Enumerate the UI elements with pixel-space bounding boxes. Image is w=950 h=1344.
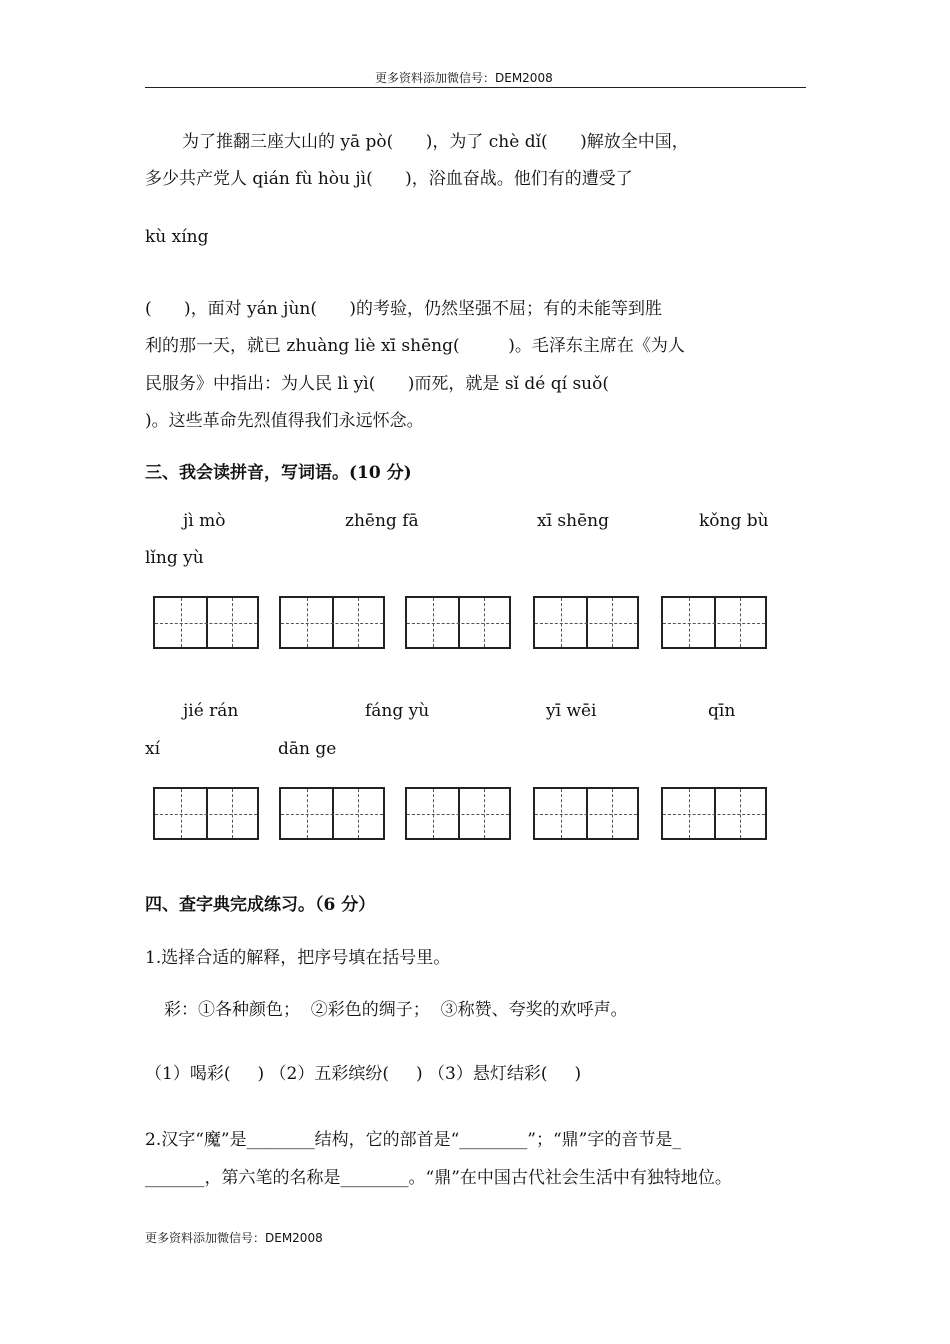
header-divider <box>145 87 806 88</box>
writing-box[interactable] <box>405 596 511 649</box>
pinyin-label: xí <box>145 739 161 759</box>
question-2-line-2: _______，第六笔的名称是________。“鼎”在中国古代社会生活中有独特地位。 <box>145 1168 732 1188</box>
passage-line: ( )，面对 yán jùn( )的考验，仍然坚强不屈；有的未能等到胜 <box>145 299 663 319</box>
passage-line: 为了推翻三座大山的 yā pò( )，为了 chè dǐ( )解放全中国， <box>182 132 689 152</box>
pinyin-label: fáng yù <box>365 701 430 721</box>
pinyin-label: kǒng bù <box>699 511 769 531</box>
writing-box[interactable] <box>279 787 385 840</box>
passage-line: 民服务》中指出：为人民 lì yì( )而死，就是 sǐ dé qí suǒ( <box>145 374 609 394</box>
writing-box[interactable] <box>279 596 385 649</box>
passage-line: 利的那一天，就已 zhuàng liè xī shēng( )。毛泽东主席在《为人 <box>145 336 685 356</box>
writing-box[interactable] <box>153 596 259 649</box>
pinyin-label: zhēng fā <box>345 511 419 531</box>
meanings-line: 彩：①各种颜色； ②彩色的绸子； ③称赞、夸奖的欢呼声。 <box>164 1000 628 1020</box>
writing-box[interactable] <box>533 787 639 840</box>
writing-box[interactable] <box>661 787 767 840</box>
question-1: 1.选择合适的解释，把序号填在括号里。 <box>145 948 451 968</box>
passage-line: 多少共产党人 qián fù hòu jì( )，浴血奋战。他们有的遭受了 <box>145 169 633 189</box>
pinyin-label: xī shēng <box>537 511 609 531</box>
pinyin-label: lǐng yù <box>145 548 204 568</box>
section4-title: 四、查字典完成练习。（6 分） <box>145 895 376 915</box>
writing-box[interactable] <box>661 596 767 649</box>
pinyin-label: yī wēi <box>546 701 597 721</box>
writing-box[interactable] <box>405 787 511 840</box>
writing-box[interactable] <box>533 596 639 649</box>
passage-line: )。这些革命先烈值得我们永远怀念。 <box>145 411 424 431</box>
pinyin-label: qīn <box>708 701 736 721</box>
question-2-line-1: 2.汉字“魔”是________结构，它的部首是“________”；“鼎”字的音节是_ <box>145 1130 681 1150</box>
page-header: 更多资料添加微信号：DEM2008 <box>375 71 553 85</box>
pinyin-label: jì mò <box>183 511 226 531</box>
pinyin-label: jié rán <box>183 701 239 721</box>
fill-items: （1）喝彩( ) （2）五彩缤纷( ) （3）悬灯结彩( ) <box>145 1064 582 1084</box>
passage-line: kù xíng <box>145 227 209 247</box>
page-footer: 更多资料添加微信号：DEM2008 <box>145 1231 323 1245</box>
pinyin-label: dān ge <box>278 739 337 759</box>
writing-box[interactable] <box>153 787 259 840</box>
section3-title: 三、我会读拼音，写词语。(10 分) <box>145 463 412 483</box>
